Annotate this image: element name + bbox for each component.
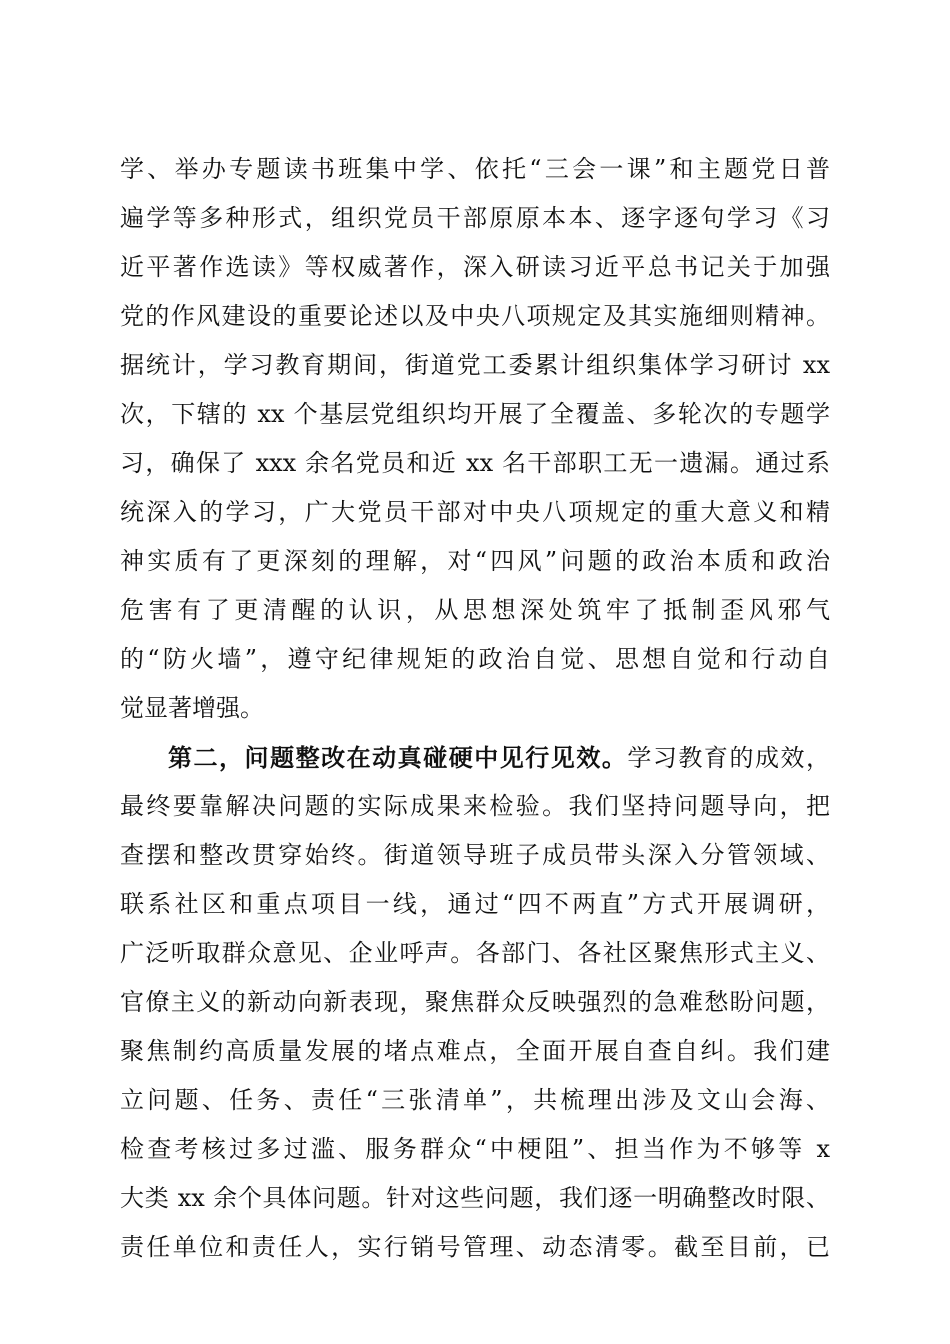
text-line: 次，下辖的 xx 个基层党组织均开展了全覆盖、多轮次的专题学 — [120, 400, 830, 428]
text-line: 觉显著增强。 — [120, 694, 264, 722]
text-line: 联系社区和重点项目一线，通过“四不两直”方式开展调研， — [120, 890, 830, 918]
text-line: 最终要靠解决问题的实际成果来检验。我们坚持问题导向，把 — [120, 792, 830, 820]
paragraph-2-first-line — [120, 733, 830, 782]
text-line: 危害有了更清醒的认识，从思想深处筑牢了抵制歪风邪气 — [120, 596, 830, 624]
paragraph-2 — [120, 733, 830, 1272]
paragraph-1 — [120, 145, 830, 733]
text-line: 官僚主义的新动向新表现，聚焦群众反映强烈的急难愁盼问题， — [120, 988, 830, 1016]
paragraph-2-first-line-rest: 学习教育的成效， — [627, 744, 830, 772]
text-line: 遍学等多种形式，组织党员干部原原本本、逐字逐句学习《习 — [120, 204, 830, 232]
text-line: 神实质有了更深刻的理解，对“四风”问题的政治本质和政治 — [120, 547, 830, 575]
paragraph-2-heading: 第二，问题整改在动真碰硬中见行见效。 — [168, 743, 628, 772]
text-line: 的“防火墙”，遵守纪律规矩的政治自觉、思想自觉和行动自 — [120, 645, 830, 673]
text-line: 近平著作选读》等权威著作，深入研读习近平总书记关于加强 — [120, 253, 830, 281]
text-line: 立问题、任务、责任“三张清单”，共梳理出涉及文山会海、 — [120, 1086, 830, 1114]
text-line: 查摆和整改贯穿始终。街道领导班子成员带头深入分管领域、 — [120, 841, 830, 869]
text-line: 据统计，学习教育期间，街道党工委累计组织集体学习研讨 xx — [120, 351, 830, 379]
text-line: 责任单位和责任人，实行销号管理、动态清零。截至目前，已 — [120, 1233, 830, 1261]
text-line: 学、举办专题读书班集中学、依托“三会一课”和主题党日普 — [120, 155, 830, 183]
text-line: 大类 xx 余个具体问题。针对这些问题，我们逐一明确整改时限、 — [120, 1184, 830, 1212]
text-line: 党的作风建设的重要论述以及中央八项规定及其实施细则精神。 — [120, 302, 830, 330]
document-body — [120, 145, 830, 1272]
text-line: 聚焦制约高质量发展的堵点难点，全面开展自查自纠。我们建 — [120, 1037, 830, 1065]
text-line: 习，确保了 xxx 余名党员和近 xx 名干部职工无一遗漏。通过系 — [120, 449, 830, 477]
text-line: 检查考核过多过滥、服务群众“中梗阻”、担当作为不够等 x — [120, 1135, 830, 1163]
text-line: 广泛听取群众意见、企业呼声。各部门、各社区聚焦形式主义、 — [120, 939, 830, 967]
text-line: 统深入的学习，广大党员干部对中央八项规定的重大意义和精 — [120, 498, 830, 526]
